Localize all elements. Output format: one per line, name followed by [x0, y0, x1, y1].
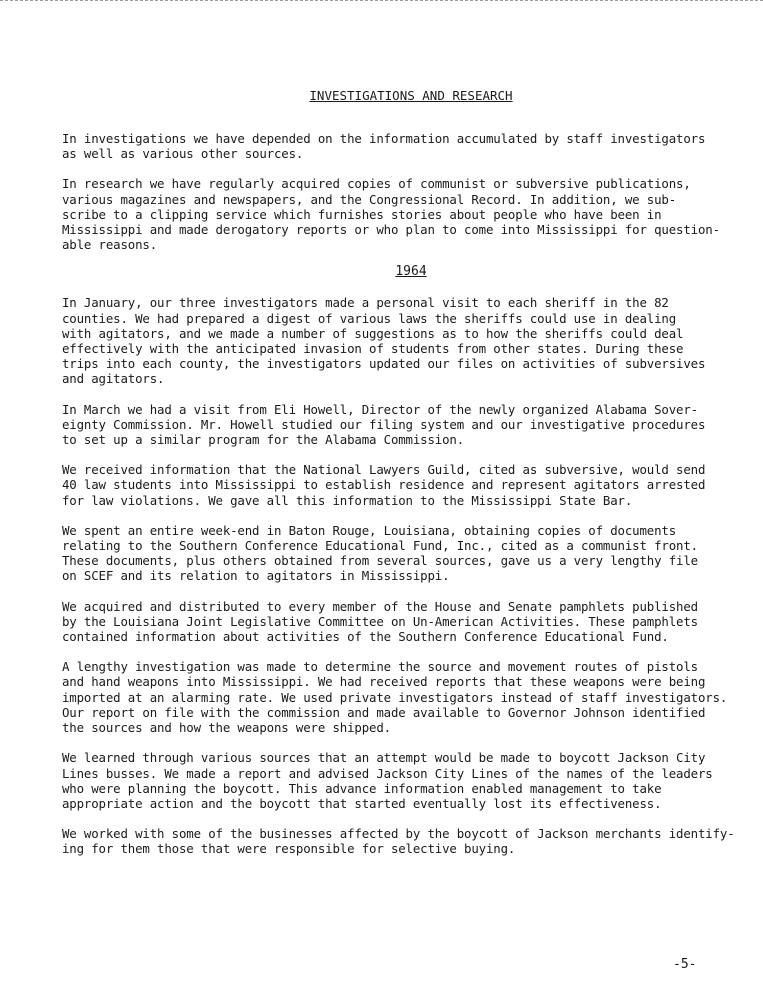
paragraph-lawyers-guild: We received information that the National Lawyers Guild, cited as subversive, would send 40 law students into Mississippi to establish residence and represent agitators arrested for law violations. We gave all this information to the Mississippi State Bar.	[62, 462, 706, 508]
paragraph-pamphlets: We acquired and distributed to every member of the House and Senate pamphlets published by the Louisiana Joint Legislative Committee on Un-American Activities. These pamphlets contained information about activities of the Southern Conference Educational Fund.	[62, 598, 698, 645]
paragraph-merchants-boycott: We worked with some of the businesses affected by the boycott of Jackson merchants identify- ing for them those that were responsible for selective buying.	[62, 826, 735, 857]
intro-paragraph-investigations: In investigations we have depended on the information accumulated by staff investigators as well as various other sources.	[62, 131, 706, 162]
paragraph-weapons-investigation: A lengthy investigation was made to determine the source and movement routes of pistols and hand weapons into Mississippi. We had received reports that these weapons were being imported at an alarming rate. We used private investigators instead of staff investigators. Our report on file with the commission and made available to Governor Johnson identified the sources and how the weapons were shipped.	[62, 659, 728, 736]
paragraph-march-visit: In March we had a visit from Eli Howell, Director of the newly organized Alabama Sover- eignty Commission. Mr. Howell studied our filing system and our investigative procedures to set up a similar program for the Alabama Commission.	[62, 401, 706, 448]
page-number: -5-	[673, 957, 697, 972]
paragraph-bus-boycott: We learned through various sources that an attempt would be made to boycott Jackson City Lines busses. We made a report and advised Jackson City Lines of the names of the leaders who were planning the boycott. This advance information enabled management to take appropriate action and the boycott that started eventually lost its effectiveness.	[62, 750, 713, 811]
document-title: INVESTIGATIONS AND RESEARCH	[309, 88, 513, 103]
intro-paragraph-research: In research we have regularly acquired copies of communist or subversive publications, various magazines and newspapers, and the Congressional Record. In addition, we sub- scribe to a clipping service which furnishes stories about people who have been in Mississippi and made derogatory reports or who plan to come into Mississippi for question- able reasons.	[62, 176, 720, 253]
top-dashed-rule	[0, 0, 763, 1]
document-page	[62, 88, 760, 872]
paragraph-baton-rouge: We spent an entire week-end in Baton Rouge, Louisiana, obtaining copies of documents relating to the Southern Conference Educational Fund, Inc., cited as a communist front. These documents, plus others obtained from several sources, gave us a very lengthy file on SCEF and its relation to agitators in Mississippi.	[62, 522, 698, 584]
paragraph-january-visits: In January, our three investigators made a personal visit to each sheriff in the 82 counties. We had prepared a digest of various laws the sheriffs could use in dealing with agitators, and we made a number of suggestions as to how the sheriffs could deal effectively with the anticipated invasion of students from other states. During these trips into each county, the investigators updated our files on activities of subversives and agitators.	[62, 295, 706, 387]
year-heading: 1964	[395, 264, 427, 280]
